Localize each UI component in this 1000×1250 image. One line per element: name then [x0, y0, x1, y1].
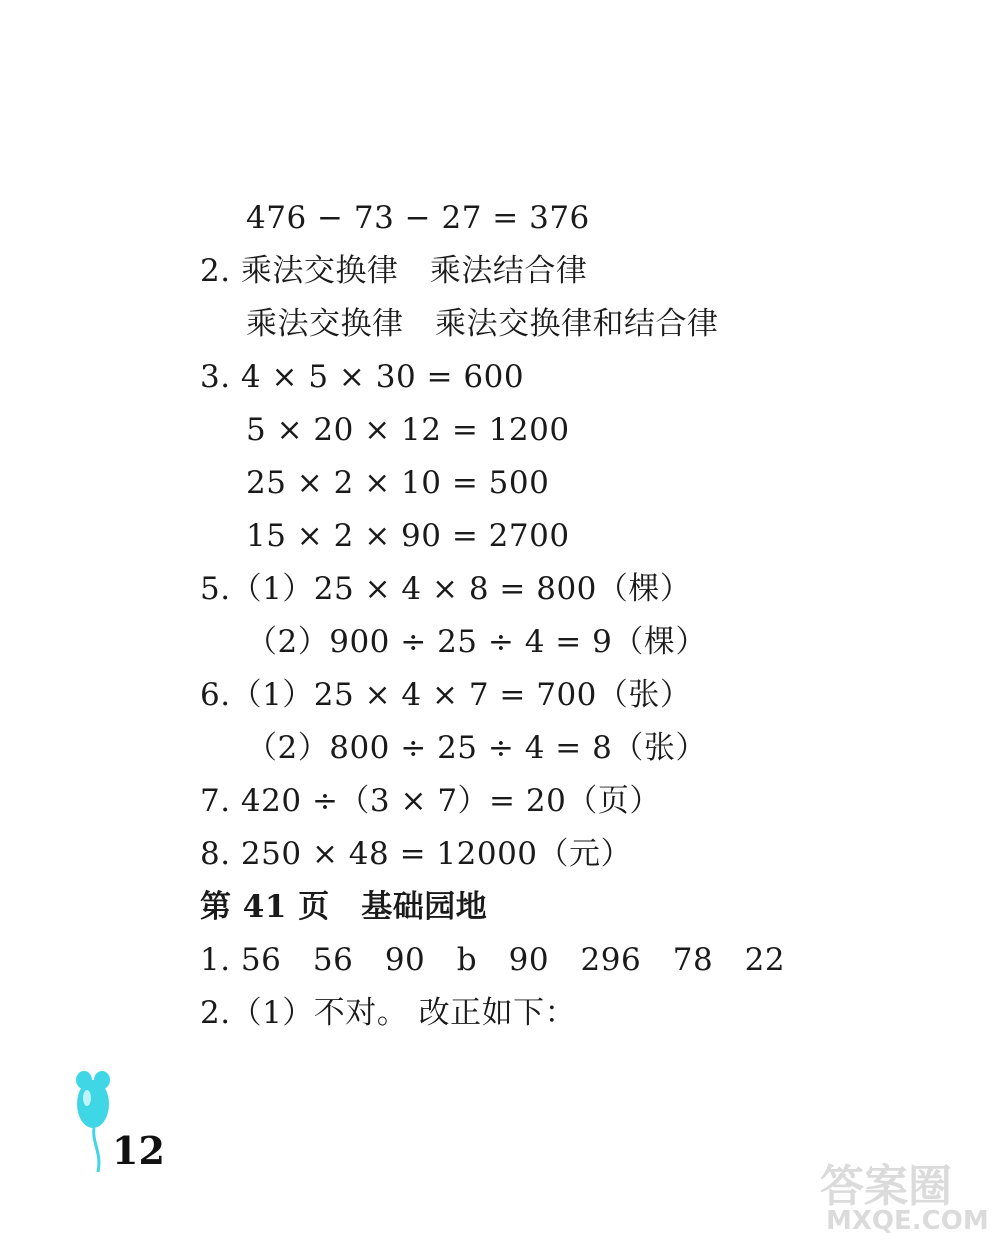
section-heading: 第 41 页 基础园地	[200, 889, 488, 925]
answer-line: 1. 56 56 90 b 90 296 78 22	[200, 942, 786, 978]
answer-line: 3. 4 × 5 × 30 = 600	[200, 359, 525, 395]
watermark-url: MXQE.COM	[826, 1206, 989, 1236]
answer-line: 7. 420 ÷（3 × 7）= 20（页）	[200, 783, 661, 819]
answer-line: 15 × 2 × 90 = 2700	[246, 518, 570, 554]
answer-line: 2.（1）不对。 改正如下：	[200, 995, 577, 1031]
answer-line: 5 × 20 × 12 = 1200	[246, 412, 570, 448]
answer-line: （2）800 ÷ 25 ÷ 4 = 8（张）	[246, 730, 707, 766]
page-number: 12	[112, 1128, 165, 1173]
answer-line: 476 − 73 − 27 = 376	[246, 200, 590, 236]
watermark-title: 答案圈	[820, 1161, 952, 1212]
answer-line: 2. 乘法交换律 乘法结合律	[200, 253, 588, 289]
answer-line: 5.（1）25 × 4 × 8 = 800（棵）	[200, 571, 692, 607]
answer-line: 乘法交换律 乘法交换律和结合律	[246, 306, 719, 342]
answer-line: 25 × 2 × 10 = 500	[246, 465, 550, 501]
answer-line: 6.（1）25 × 4 × 7 = 700（张）	[200, 677, 692, 713]
mouse-icon	[72, 1068, 116, 1173]
answer-line: 8. 250 × 48 = 12000（元）	[200, 836, 633, 872]
answer-line: （2）900 ÷ 25 ÷ 4 = 9（棵）	[246, 624, 707, 660]
